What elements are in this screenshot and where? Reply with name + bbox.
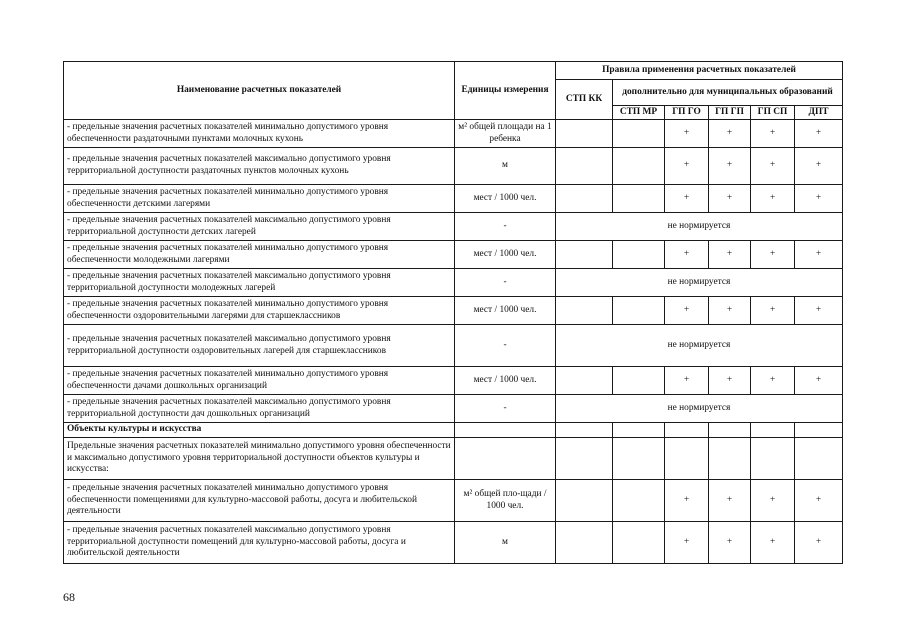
unit-cell: мест / 1000 чел. (455, 185, 556, 213)
mark-cell: + (665, 120, 709, 148)
mark-cell: + (709, 120, 751, 148)
unit-cell: м (455, 148, 556, 185)
unit-cell: м² общей пло-щади / 1000 чел. (455, 480, 556, 522)
mark-cell: + (795, 367, 843, 395)
table-row (64, 480, 843, 522)
table-body (64, 120, 843, 564)
table-header (64, 62, 843, 120)
unit-cell: - (455, 213, 556, 241)
header-subcol: ГП ГО (665, 106, 709, 120)
mark-cell (665, 438, 709, 480)
mark-cell: + (751, 297, 795, 325)
mark-cell (613, 241, 665, 269)
mark-cell: + (665, 241, 709, 269)
mark-cell (556, 148, 613, 185)
not-normalized-cell: не нормируется (556, 269, 843, 297)
section-row (64, 423, 843, 438)
mark-cell (613, 522, 665, 564)
mark-cell (795, 423, 843, 438)
mark-cell: + (665, 480, 709, 522)
indicators-table (63, 61, 843, 564)
mark-cell: + (751, 148, 795, 185)
table-row (64, 185, 843, 213)
indicator-name: - предельные значения расчетных показателей максимально допустимого уровня территориальной доступности молодежных лагерей (64, 269, 455, 297)
header-subcol: СТП МР (613, 106, 665, 120)
table-row (64, 241, 843, 269)
unit-cell: - (455, 395, 556, 423)
mark-cell (795, 438, 843, 480)
mark-cell: + (751, 241, 795, 269)
mark-cell: + (795, 522, 843, 564)
header-name: Наименование расчетных показателей (64, 62, 455, 120)
mark-cell (613, 438, 665, 480)
unit-cell: мест / 1000 чел. (455, 367, 556, 395)
table-row (64, 148, 843, 185)
mark-cell: + (709, 148, 751, 185)
unit-cell (455, 423, 556, 438)
indicator-name: - предельные значения расчетных показателей максимально допустимого уровня территориальной доступности помещений для культурно-массовой работы, досуга и любительской деятельности (64, 522, 455, 564)
table-row (64, 297, 843, 325)
not-normalized-cell: не нормируется (556, 213, 843, 241)
mark-cell (556, 241, 613, 269)
header-subcol: ГП ГП (709, 106, 751, 120)
indicator-name: - предельные значения расчетных показателей максимально допустимого уровня территориальной доступности раздаточных пунктов молочных кухонь (64, 148, 455, 185)
table-row (64, 213, 843, 241)
mark-cell (709, 423, 751, 438)
mark-cell: + (665, 185, 709, 213)
unit-cell: мест / 1000 чел. (455, 297, 556, 325)
indicator-name: - предельные значения расчетных показателей максимально допустимого уровня территориальной доступности оздоровительных лагерей для старшеклассников (64, 325, 455, 367)
header-subcol: ГП СП (751, 106, 795, 120)
mark-cell: + (665, 148, 709, 185)
mark-cell: + (751, 367, 795, 395)
table-row (64, 120, 843, 148)
mark-cell (556, 185, 613, 213)
header-extra: дополнительно для муниципальных образований (613, 80, 843, 106)
mark-cell (613, 120, 665, 148)
table-row (64, 522, 843, 564)
header-stp-kk: СТП КК (556, 80, 613, 120)
mark-cell: + (665, 367, 709, 395)
mark-cell: + (795, 297, 843, 325)
table-row (64, 269, 843, 297)
mark-cell (613, 480, 665, 522)
mark-cell (556, 297, 613, 325)
mark-cell (613, 367, 665, 395)
indicator-name: - предельные значения расчетных показателей минимально допустимого уровня обеспеченности помещениями для культурно-массовой работы, досуга и любительской деятельности (64, 480, 455, 522)
mark-cell: + (709, 185, 751, 213)
table-row (64, 438, 843, 480)
header-subcol: ДПТ (795, 106, 843, 120)
mark-cell (751, 438, 795, 480)
mark-cell (665, 423, 709, 438)
table-row (64, 367, 843, 395)
table-row (64, 395, 843, 423)
mark-cell: + (795, 148, 843, 185)
indicator-name: - предельные значения расчетных показателей максимально допустимого уровня территориальной доступности детских лагерей (64, 213, 455, 241)
mark-cell: + (751, 120, 795, 148)
indicator-name: - предельные значения расчетных показателей минимально допустимого уровня обеспеченности раздаточными пунктами молочных кухонь (64, 120, 455, 148)
mark-cell (556, 120, 613, 148)
mark-cell: + (665, 522, 709, 564)
mark-cell (751, 423, 795, 438)
mark-cell (556, 522, 613, 564)
not-normalized-cell: не нормируется (556, 395, 843, 423)
indicator-name: - предельные значения расчетных показателей минимально допустимого уровня обеспеченности детскими лагерями (64, 185, 455, 213)
indicator-name: - предельные значения расчетных показателей минимально допустимого уровня обеспеченности оздоровительными лагерями для старшеклассников (64, 297, 455, 325)
mark-cell: + (709, 522, 751, 564)
unit-cell: м (455, 522, 556, 564)
indicator-name: - предельные значения расчетных показателей максимально допустимого уровня территориальной доступности дач дошкольных организаций (64, 395, 455, 423)
mark-cell (556, 367, 613, 395)
not-normalized-cell: не нормируется (556, 325, 843, 367)
unit-cell: м² общей площади на 1 ребенка (455, 120, 556, 148)
mark-cell: + (751, 480, 795, 522)
mark-cell: + (795, 120, 843, 148)
unit-cell (455, 438, 556, 480)
indicator-name: - предельные значения расчетных показателей минимально допустимого уровня обеспеченности дачами дошкольных организаций (64, 367, 455, 395)
mark-cell (613, 423, 665, 438)
unit-cell: - (455, 269, 556, 297)
mark-cell: + (709, 480, 751, 522)
mark-cell: + (795, 241, 843, 269)
mark-cell (556, 423, 613, 438)
mark-cell (709, 438, 751, 480)
mark-cell: + (665, 297, 709, 325)
table-row (64, 325, 843, 367)
mark-cell: + (709, 297, 751, 325)
page-number: 68 (63, 590, 75, 604)
mark-cell (613, 185, 665, 213)
section-title: Объекты культуры и искусства (64, 423, 455, 438)
mark-cell: + (751, 185, 795, 213)
mark-cell (613, 148, 665, 185)
mark-cell (556, 480, 613, 522)
mark-cell (556, 438, 613, 480)
unit-cell: - (455, 325, 556, 367)
header-units: Единицы измерения (455, 62, 556, 120)
mark-cell: + (795, 185, 843, 213)
unit-cell: мест / 1000 чел. (455, 241, 556, 269)
mark-cell: + (709, 367, 751, 395)
mark-cell (613, 297, 665, 325)
mark-cell: + (709, 241, 751, 269)
indicator-name: - предельные значения расчетных показателей минимально допустимого уровня обеспеченности молодежными лагерями (64, 241, 455, 269)
mark-cell: + (795, 480, 843, 522)
mark-cell: + (751, 522, 795, 564)
indicator-name: Предельные значения расчетных показателей минимально допустимого уровня обеспеченности и максимально допустимого уровня территориальной доступности объектов культуры и искусства: (64, 438, 455, 480)
header-rules: Правила применения расчетных показателей (556, 62, 843, 80)
